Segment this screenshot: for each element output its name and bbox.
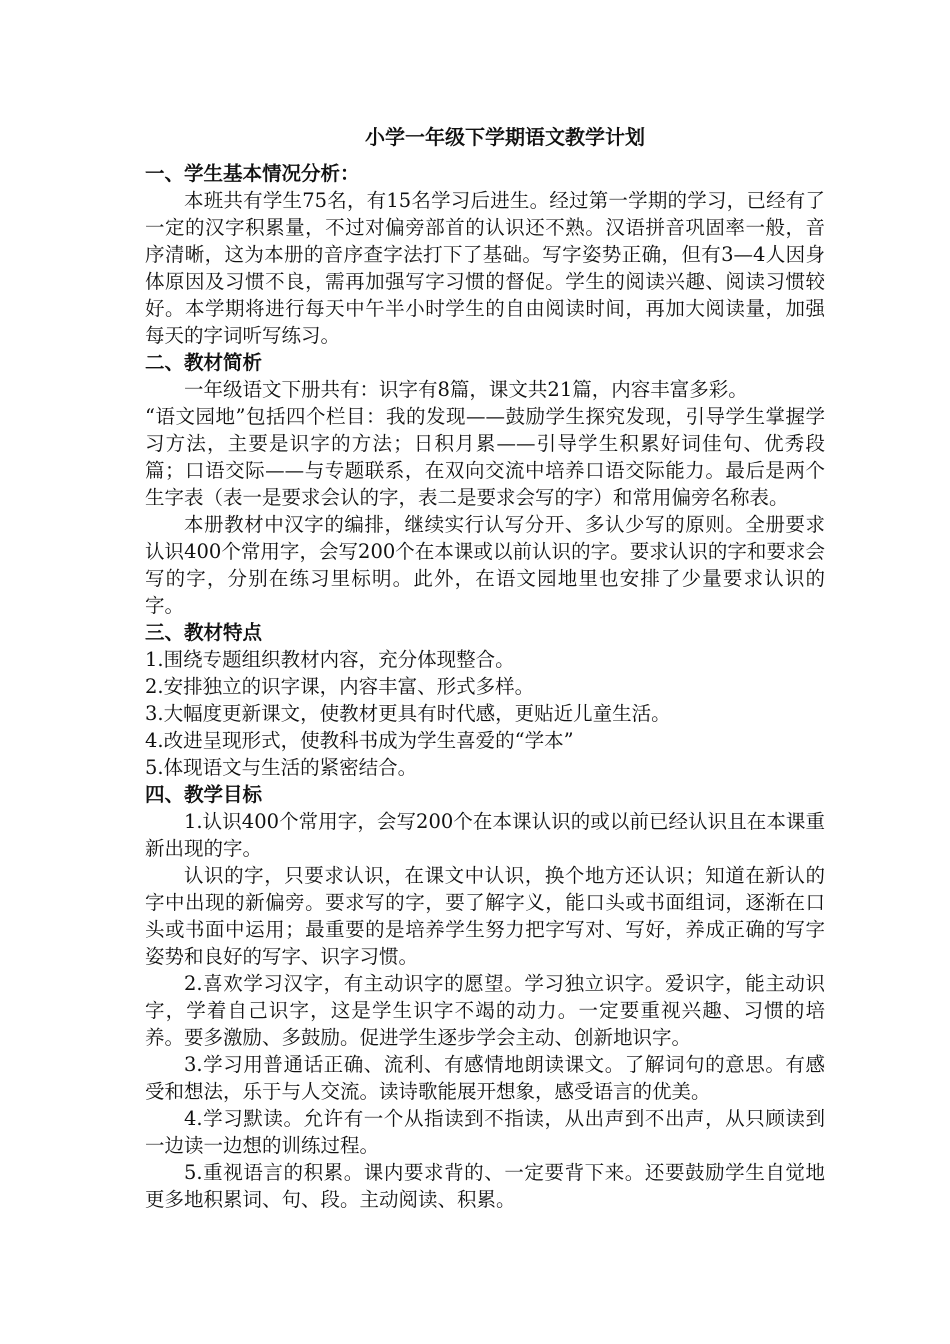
goal-paragraph-6: 5.重视语言的积累。课内要求背的、一定要背下来。还要鼓励学生自觉地更多地积累词、句、段。主动阅读、积累。 — [145, 1161, 825, 1211]
feature-item-2: 2.安排独立的识字课，内容丰富、形式多样。 — [145, 675, 535, 698]
section-heading-3: 三、教材特点 — [145, 621, 263, 644]
feature-item-4: 4.改进呈现形式，使教科书成为学生喜爱的“学本” — [145, 729, 574, 752]
goal-paragraph-3: 2.喜欢学习汉字，有主动识字的愿望。学习独立识字。爱识字，能主动识字，学着自己识字，这是学生识字不竭的动力。一定要重视兴趣、习惯的培养。要多激励、多鼓励。促进学生逐步学会主动、创新地识字。 — [145, 972, 825, 1049]
goal-paragraph-1: 1.认识400个常用字，会写200个在本课认识的或以前已经认识且在本课重新出现的字。 — [145, 810, 825, 860]
section-2-paragraph-2: “语文园地”包括四个栏目：我的发现——鼓励学生探究发现，引导学生掌握学习方法，主要是识字的方法；日积月累——引导学生积累好词佳句、优秀段篇；口语交际——与专题联系，在双向交流中培养口语交际能力。最后是两个生字表（表一是要求会认的字，表二是要求会写的字）和常用偏旁名称表。 — [145, 405, 825, 509]
section-2-paragraph-3: 本册教材中汉字的编排，继续实行认写分开、多认少写的原则。全册要求认识400个常用字，会写200个在本课或以前认识的字。要求认识的字和要求会写的字，分别在练习里标明。此外，在语文园地里也安排了少量要求认识的字。 — [145, 513, 825, 617]
section-1-paragraph: 本班共有学生75名，有15名学习后进生。经过第一学期的学习，已经有了一定的汉字积累量，不过对偏旁部首的认识还不熟。汉语拼音巩固率一般，音序清晰，这为本册的音序查字法打下了基础。写字姿势正确，但有3—4人因身体原因及习惯不良，需再加强写字习惯的督促。学生的阅读兴趣、阅读习惯较好。本学期将进行每天中午半小时学生的自由阅读时间，再加大阅读量，加强每天的字词听写练习。 — [145, 189, 825, 347]
section-2-paragraph-1: 一年级语文下册共有：识字有8篇，课文共21篇，内容丰富多彩。 — [184, 378, 748, 401]
goal-paragraph-2: 认识的字，只要求认识，在课文中认识，换个地方还认识；知道在新认的字中出现的新偏旁。要求写的字，要了解字义，能口头或书面组词，逐渐在口头或书面中运用；最重要的是培养学生努力把字写对、写好，养成正确的写字姿势和良好的写字、识字习惯。 — [145, 864, 825, 968]
feature-item-5: 5.体现语文与生活的紧密结合。 — [145, 756, 418, 779]
goal-paragraph-4: 3.学习用普通话正确、流利、有感情地朗读课文。了解词句的意思。有感受和想法，乐于与人交流。读诗歌能展开想象，感受语言的优美。 — [145, 1053, 825, 1103]
feature-item-3: 3.大幅度更新课文，使教材更具有时代感，更贴近儿童生活。 — [145, 702, 671, 725]
section-heading-2: 二、教材简析 — [145, 351, 263, 374]
document-body — [145, 120, 825, 1213]
section-heading-1: 一、学生基本情况分析： — [145, 162, 360, 185]
document-title: 小学一年级下学期语文教学计划 — [365, 125, 645, 149]
goal-paragraph-5: 4.学习默读。允许有一个从指读到不指读，从出声到不出声，从只顾读到一边读一边想的训练过程。 — [145, 1107, 825, 1157]
feature-item-1: 1.围绕专题组织教材内容，充分体现整合。 — [145, 648, 515, 671]
section-heading-4: 四、教学目标 — [145, 783, 263, 806]
